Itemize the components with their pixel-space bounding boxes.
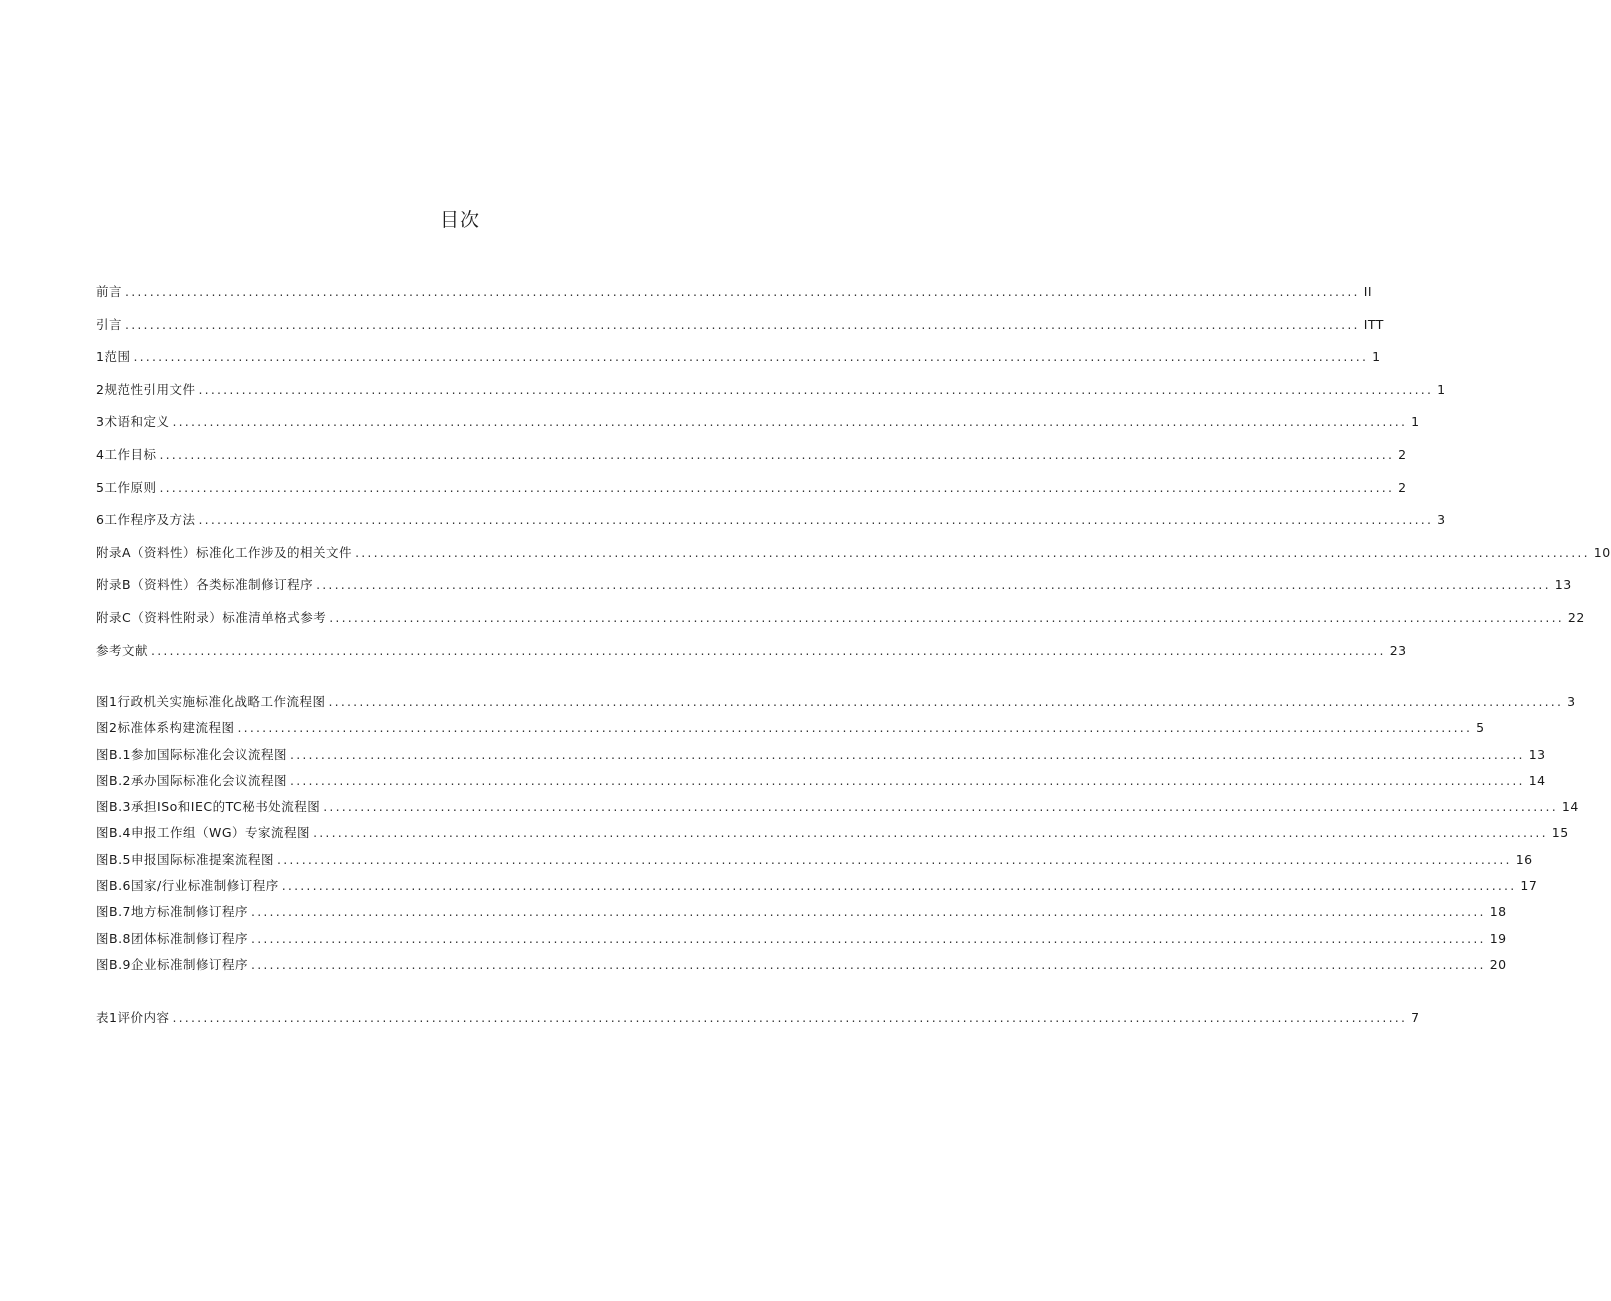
toc-entry[interactable] xyxy=(96,902,1507,928)
toc-entry-page: 2 xyxy=(1398,446,1407,462)
toc-leader-dots: ........................................................................................................................................................................................................ xyxy=(251,904,1486,920)
toc-entry[interactable] xyxy=(96,1008,1420,1034)
toc-entry-page: 5 xyxy=(1476,720,1485,736)
toc-entry-label: 附录A（资料性）标准化工作涉及的相关文件 xyxy=(96,544,353,560)
toc-entry-page: 14 xyxy=(1528,772,1546,788)
table-toc xyxy=(96,1008,1420,1034)
toc-entry[interactable] xyxy=(96,478,1407,511)
toc-entry-page: II xyxy=(1363,284,1373,299)
main-toc xyxy=(96,282,1611,673)
toc-entry-label: 表1评价内容 xyxy=(96,1010,170,1025)
toc-entry-page: 13 xyxy=(1554,577,1572,593)
toc-entry-page: 23 xyxy=(1389,642,1407,658)
toc-leader-dots: ........................................................................................................................................................................................................ xyxy=(172,1010,1408,1025)
toc-entry-label: 附录C（资料性附录）标准清单格式参考 xyxy=(96,609,327,625)
toc-entry-label: 5工作原则 xyxy=(96,479,157,495)
toc-entry-page: 1 xyxy=(1372,349,1381,365)
toc-entry[interactable] xyxy=(96,641,1407,674)
toc-entry[interactable] xyxy=(96,608,1585,641)
toc-leader-dots: ........................................................................................................................................................................................................ xyxy=(151,642,1386,658)
toc-entry-page: 15 xyxy=(1551,825,1569,841)
toc-entry-label: 参考文献 xyxy=(96,642,149,658)
toc-entry[interactable] xyxy=(96,380,1446,413)
toc-leader-dots: ........................................................................................................................................................................................................ xyxy=(328,694,1564,709)
toc-entry-label: 2规范性引用文件 xyxy=(96,381,196,397)
toc-entry-page: 3 xyxy=(1437,512,1446,528)
toc-entry-label: 图B.7地方标准制修订程序 xyxy=(96,904,249,920)
toc-entry-page: 7 xyxy=(1411,1010,1420,1025)
toc-entry-label: 图B.8团体标准制修订程序 xyxy=(96,930,249,946)
toc-entry[interactable] xyxy=(96,282,1373,315)
toc-entry-page: 1 xyxy=(1411,414,1420,430)
toc-entry-label: 图B.4申报工作组（WG）专家流程图 xyxy=(96,825,311,841)
toc-entry[interactable] xyxy=(96,315,1384,348)
toc-leader-dots: ........................................................................................................................................................................................................ xyxy=(323,799,1558,815)
toc-entry-page: 10 xyxy=(1593,544,1611,560)
toc-leader-dots: ........................................................................................................................................................................................................ xyxy=(198,381,1434,397)
toc-entry-label: 图B.2承办国际标准化会议流程图 xyxy=(96,772,288,788)
toc-entry-label: 引言 xyxy=(96,316,123,332)
toc-leader-dots: ........................................................................................................................................................................................................ xyxy=(281,878,1517,894)
toc-entry[interactable] xyxy=(96,575,1572,608)
toc-entry-page: 22 xyxy=(1567,609,1585,625)
toc-entry[interactable] xyxy=(96,347,1381,380)
toc-entry-page: 19 xyxy=(1489,930,1507,946)
toc-leader-dots: ........................................................................................................................................................................................................ xyxy=(313,825,1548,841)
toc-entry[interactable] xyxy=(96,823,1569,849)
toc-entry-page: 14 xyxy=(1561,799,1579,815)
toc-entry-page: 20 xyxy=(1489,956,1507,972)
toc-entry-page: 13 xyxy=(1528,746,1546,762)
toc-leader-dots: ........................................................................................................................................................................................................ xyxy=(277,851,1512,867)
toc-entry[interactable] xyxy=(96,955,1507,981)
toc-entry[interactable] xyxy=(96,692,1576,718)
toc-entry[interactable] xyxy=(96,929,1507,955)
toc-leader-dots: ........................................................................................................................................................................................................ xyxy=(125,284,1360,299)
toc-entry-page: 3 xyxy=(1567,694,1576,709)
toc-entry-label: 图B.1参加国际标准化会议流程图 xyxy=(96,746,288,762)
page-title: 目次 xyxy=(439,209,480,231)
toc-entry-page: 16 xyxy=(1515,851,1533,867)
toc-leader-dots: ........................................................................................................................................................................................................ xyxy=(237,720,1473,736)
toc-entry[interactable] xyxy=(96,771,1546,797)
toc-leader-dots: ........................................................................................................................................................................................................ xyxy=(316,577,1551,593)
toc-entry-label: 6工作程序及方法 xyxy=(96,512,196,528)
toc-entry-label: 图B.9企业标准制修订程序 xyxy=(96,956,249,972)
toc-entry-page: 1 xyxy=(1437,381,1446,397)
toc-entry-label: 1范围 xyxy=(96,349,131,365)
toc-entry-label: 附录B（资料性）各类标准制修订程序 xyxy=(96,577,314,593)
toc-leader-dots: ........................................................................................................................................................................................................ xyxy=(355,544,1590,560)
toc-entry[interactable] xyxy=(96,510,1446,543)
toc-entry-page: ITT xyxy=(1363,316,1384,332)
toc-entry-page: 18 xyxy=(1489,904,1507,920)
figure-toc xyxy=(96,692,1579,981)
toc-leader-dots: ........................................................................................................................................................................................................ xyxy=(290,772,1525,788)
toc-leader-dots: ........................................................................................................................................................................................................ xyxy=(172,414,1408,430)
toc-entry[interactable] xyxy=(96,543,1611,576)
toc-entry[interactable] xyxy=(96,745,1546,771)
toc-entry-label: 3术语和定义 xyxy=(96,414,170,430)
toc-entry-page: 17 xyxy=(1520,878,1538,894)
toc-leader-dots: ........................................................................................................................................................................................................ xyxy=(159,479,1395,495)
toc-entry-label: 4工作目标 xyxy=(96,446,157,462)
toc-leader-dots: ........................................................................................................................................................................................................ xyxy=(290,746,1525,762)
toc-entry-label: 前言 xyxy=(96,284,123,299)
toc-entry[interactable] xyxy=(96,412,1420,445)
toc-entry-label: 图B.6国家/行业标准制修订程序 xyxy=(96,878,279,894)
toc-entry-label: 图B.5申报国际标准提案流程图 xyxy=(96,851,275,867)
toc-leader-dots: ........................................................................................................................................................................................................ xyxy=(251,956,1486,972)
toc-entry[interactable] xyxy=(96,876,1538,902)
toc-leader-dots: ........................................................................................................................................................................................................ xyxy=(251,930,1486,946)
toc-leader-dots: ........................................................................................................................................................................................................ xyxy=(133,349,1369,365)
toc-leader-dots: ........................................................................................................................................................................................................ xyxy=(159,446,1395,462)
toc-leader-dots: ........................................................................................................................................................................................................ xyxy=(329,609,1564,625)
toc-leader-dots: ........................................................................................................................................................................................................ xyxy=(125,316,1360,332)
toc-entry-page: 2 xyxy=(1398,479,1407,495)
toc-entry[interactable] xyxy=(96,850,1533,876)
toc-entry-label: 图1行政机关实施标准化战略工作流程图 xyxy=(96,694,326,709)
toc-entry[interactable] xyxy=(96,718,1485,744)
toc-entry-label: 图B.3承担ISo和IEC的TC秘书处流程图 xyxy=(96,799,321,815)
toc-entry[interactable] xyxy=(96,445,1407,478)
toc-leader-dots: ........................................................................................................................................................................................................ xyxy=(198,512,1434,528)
toc-entry[interactable] xyxy=(96,797,1579,823)
toc-entry-label: 图2标准体系构建流程图 xyxy=(96,720,235,736)
